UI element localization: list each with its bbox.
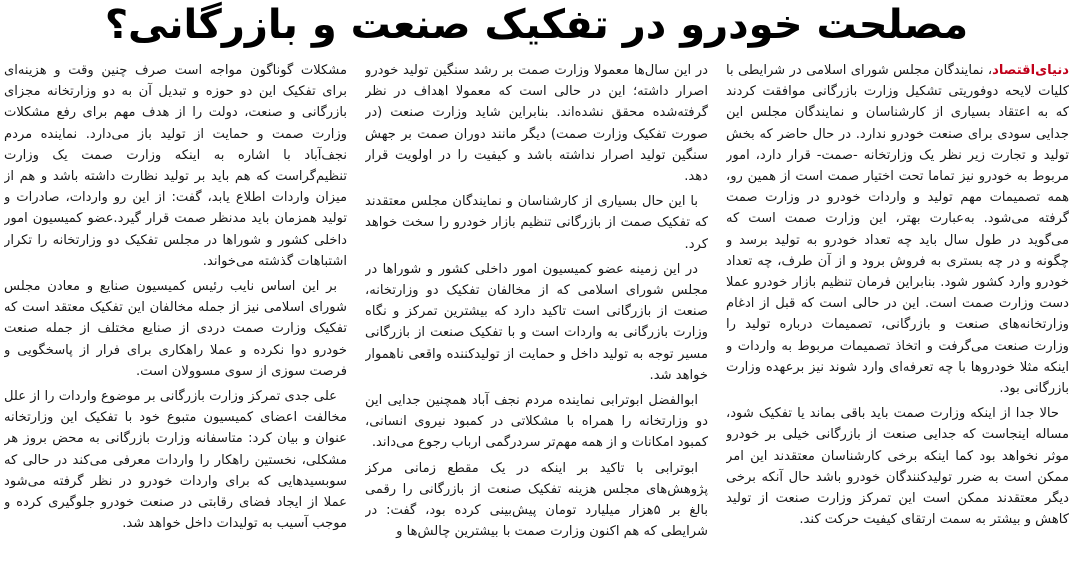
paragraph: ابوترابی با تاکید بر اینکه در یک مقطع زمانی مرکز پژوهش‌های مجلس هزینه تفکیک صنعت از بازرگانی را رقمی بالغ بر ۵هزار میلیارد تومان پیش‌بینی کرده بود، گفت: در شرایطی که هم اکنون وزارت صمت با بیشترین چالش‌ها و [365, 460, 708, 540]
paragraph: دنیای‌اقتصاد، نمایندگان مجلس شورای اسلامی در شرایطی با کلیات لایحه دوفوریتی تشکیل وزارت بازرگانی موافقت کردند که به اعتقاد بسیاری از کارشناسان و نمایندگان مجلس این جدایی سودی برای صنعت خودرو ندارد. در حال حاضر که بخش تولید و تجارت زیر نظر یک وزارتخانه -صمت- قرار دارد، امور مربوط به خودرو نیز تماما تحت اختیار صمت است از همین رو، همه تصمیمات مهم تولید و واردات خودرو در وزارت صمت گرفته می‌شود. به‌عبارت بهتر، این وزارت صمت است که می‌گوید در طول سال باید چه تعداد خودرو به تولید برسد و چگونه و در چه بستری به فروش برود و از آن طرف، چه تعداد خودرو وارد کشور شود. بنابراین فرمان تنظیم بازار خودرو عملا دست وزارت صمت است. این در حالی است که قبل از ادغام وزارتخانه‌های صنعت و بازرگانی، تصمیمات درباره تولید را وزارت صنعت می‌گرفت و اتخاذ تصمیمات مربوط به واردات و اینکه مثلا خودروها با چه تعرفه‌ای وارد شوند نیز برعهده وزارت بازرگانی بود. [726, 63, 1069, 397]
paragraph: ابوالفضل ابوترابی نماینده مردم نجف آباد همچنین جدایی این دو وزارتخانه را همراه با مشکلاتی در کمبود نیروی انسانی، کمبود امکانات و از همه مهم‌تر سردرگمی ارباب رجوع می‌داند. [365, 393, 708, 451]
paragraph: حالا جدا از اینکه وزارت صمت باید باقی بماند یا تفکیک شود، مساله اینجاست که جدایی صنعت از بازرگانی خیلی بر خودرو موثر نخواهد بود کما اینکه برخی کارشناسان معتقدند این امر ممکن است به ضرر تولیدکنندگان خودرو باشد حال آنکه برخی دیگر معتقدند ممکن است این تمرکز وزارت صنعت از تولید کاهش و بیشتر به سمت ارتقای کیفیت حرکت کند. [726, 406, 1069, 528]
paragraph: علی جدی تمرکز وزارت بازرگانی بر موضوع واردات را از علل مخالفت اعضای کمیسیون متبوع خود با تفکیک این وزارتخانه عنوان و بیان کرد: متاسفانه وزارت بازرگانی به محض بروز هر مشکلی، نخستین راهکار را واردات معرفی می‌کند در حالی که سوبسیدهایی که برای واردات خودرو در نظر گرفته می‌شود عملا از ایجاد فضای رقابتی در صنعت خودرو جلوگیری کرده و موجب آسیب به تولیدات داخل خواهد شد. [4, 389, 347, 532]
source-tag: دنیای‌اقتصاد [992, 63, 1069, 78]
column-1 [726, 60, 1069, 587]
paragraph: در این زمینه عضو کمیسیون امور داخلی کشور و شوراها در مجلس شورای اسلامی که از مخالفان تفکیک دو وزارتخانه، صنعت از بازرگانی است تاکید دارد که بیشترین تمرکز و نگاه وزارت بازرگانی به واردات است و با تفکیک صنعت از بازرگانی مسیر توجه به تولید داخل و حمایت از تولیدکننده واقعی ناهموار خواهد شد. [365, 261, 708, 383]
paragraph: در این سال‌ها معمولا وزارت صمت بر رشد سنگین تولید خودرو اصرار داشته؛ این در حالی است که معمولا اهداف در نظر گرفته‌شده محقق نشده‌اند. بنابراین شاید وزارت صنعت (در صورت تفکیک وزارت صمت) دیگر مانند دوران صمت بر جهش سنگین تولید اصرار نداشته باشد و کیفیت را در اولویت قرار دهد. [365, 63, 708, 185]
paragraph: با این حال بسیاری از کارشناسان و نمایندگان مجلس معتقدند که تفکیک صمت از بازرگانی تنظیم بازار خودرو را سخت خواهد کرد. [365, 194, 708, 252]
column-2 [365, 60, 708, 587]
article-headline: مصلحت خودرو در تفکیک صنعت و بازرگانی؟ [104, 2, 969, 48]
column-3 [4, 60, 347, 587]
article-body [4, 60, 1069, 587]
paragraph: بر این اساس نایب رئیس کمیسیون صنایع و معادن مجلس شورای اسلامی نیز از جمله مخالفان این تفکیک معتقد است که تفکیک وزارت صمت دردی از صنایع مختلف از جمله صنعت خودرو دوا نکرده و عملا راهکاری برای فرار از پاسخگویی و فرصت سوزی از سوی مسوولان است. [4, 279, 347, 379]
paragraph: مشکلات گوناگون مواجه است صرف چنین وقت و هزینه‌ای برای تفکیک این دو حوزه و تبدیل آن به دو وزارتخانه مجزای بازرگانی و صنعت، دولت را از هدف مهم برای رفع مشکلات وزارت صمت و حمایت از تولید باز می‌دارد. نماینده مردم نجف‌آباد با اشاره به اینکه وزارت صمت یک وزارت تنظیم‌گراست که هم باید بر تولید نظارت داشته باشد و هم از میزان واردات اطلاع یابد، گفت: از این رو واردات، صادرات و تولید همزمان باید مدنظر صمت قرار گیرد.عضو کمیسیون امور داخلی کشور و شوراها در مجلس تفکیک دو وزارتخانه را تکرار اشتباهات گذشته می‌خواند. [4, 63, 347, 269]
